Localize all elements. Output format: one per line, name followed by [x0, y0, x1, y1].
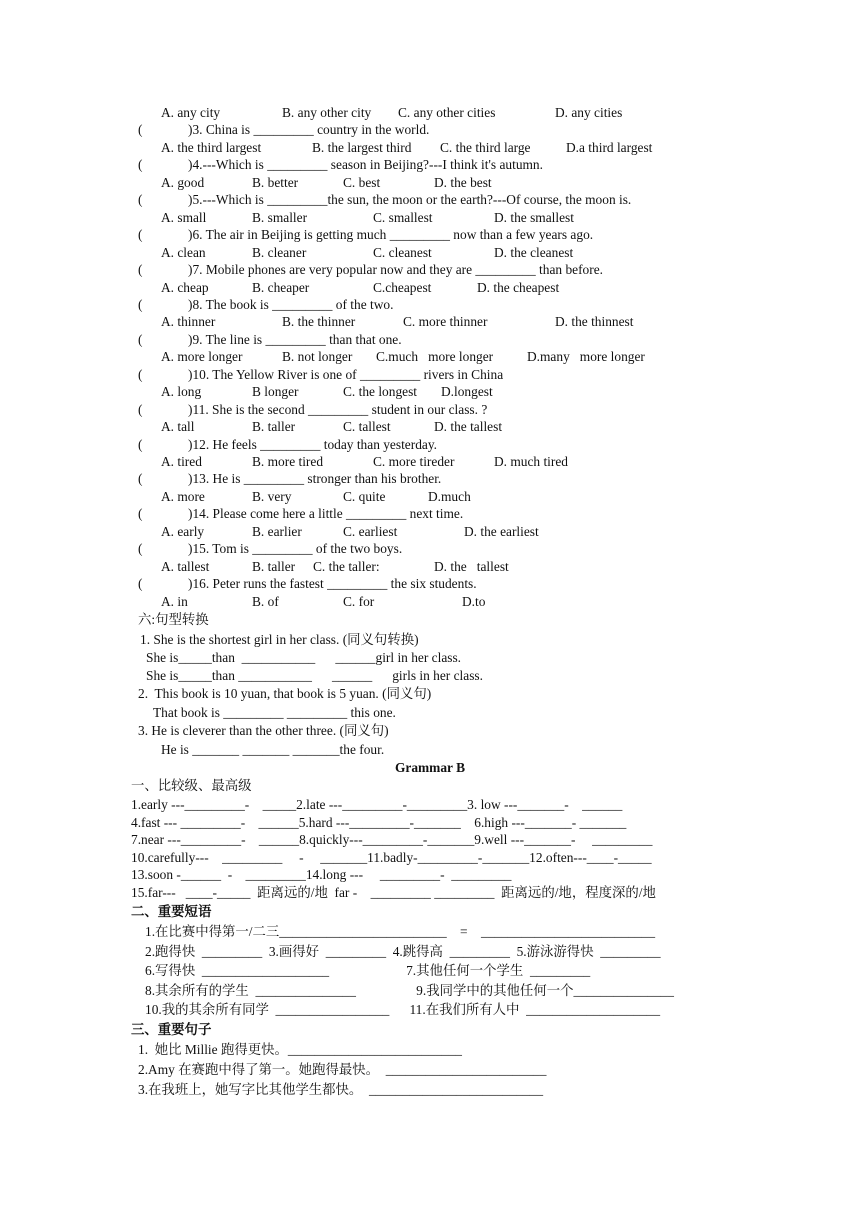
q7-option-c: C.cheapest — [373, 280, 432, 295]
transform-line: 3. He is cleverer than the other three. (同义句) — [138, 723, 389, 738]
q4-option-a: A. good — [161, 175, 205, 190]
q6-option-a: A. clean — [161, 245, 206, 260]
sentence-row: 2.Amy 在赛跑中得了第一。她跑得最快。 ________________________ — [138, 1062, 547, 1077]
q8-option-b: B. the thinner — [282, 314, 356, 329]
q14-option-a: A. early — [161, 524, 205, 539]
transform-line: That book is _________ _________ this one. — [153, 705, 396, 720]
q5-option-a: A. small — [161, 210, 207, 225]
phrase-row: 1.在比赛中得第一/二三_________________________ = __________________________ — [145, 924, 656, 939]
q13-answer-paren: ( — [138, 471, 143, 486]
sentence-row: 1. 她比 Millie 跑得更快。__________________________ — [138, 1042, 462, 1057]
q13-option-d: D.much — [428, 489, 471, 504]
q9-option-b: B. not longer — [282, 349, 353, 364]
q16-option-b: B. of — [252, 594, 279, 609]
q13-option-b: B. very — [252, 489, 292, 504]
q14-question: )14. Please come here a little _________ next time. — [188, 506, 464, 521]
q9-answer-paren: ( — [138, 332, 143, 347]
q11-option-a: A. tall — [161, 419, 195, 434]
section-heading-comparatives: 一、比较级、最高级 — [131, 778, 252, 793]
q15-option-b: B. taller — [252, 559, 296, 574]
phrase-row: 10.我的其余所有同学 _________________ 11.在我们所有人中 ____________________ — [145, 1002, 661, 1017]
q6-answer-paren: ( — [138, 227, 143, 242]
q10-answer-paren: ( — [138, 367, 143, 382]
q5-answer-paren: ( — [138, 192, 143, 207]
section-heading-transform: 六:句型转换 — [138, 612, 209, 627]
q7-answer-paren: ( — [138, 262, 143, 277]
q3-option-a: A. the third largest — [161, 140, 262, 155]
q7-question: )7. Mobile phones are very popular now and they are _________ than before. — [188, 262, 603, 277]
comparative-row: 4.fast --- _________- ______5.hard ---_________-_______ 6.high ---_______- _______ — [131, 815, 627, 830]
q4-option-c: C. best — [343, 175, 381, 190]
q2-option-a: A. any city — [161, 105, 221, 120]
q10-option-b: B longer — [252, 384, 299, 399]
q11-option-c: C. tallest — [343, 419, 391, 434]
q3-option-b: B. the largest third — [312, 140, 412, 155]
q9-option-d: D.many more longer — [527, 349, 645, 364]
q8-option-d: D. the thinnest — [555, 314, 634, 329]
q6-option-d: D. the cleanest — [494, 245, 574, 260]
q6-option-b: B. cleaner — [252, 245, 307, 260]
comparative-row: 1.early ---_________- _____2.late ---_________-_________3. low ---_______- ______ — [131, 797, 623, 812]
q12-option-d: D. much tired — [494, 454, 569, 469]
grammar-title: Grammar B — [394, 760, 466, 775]
transform-line: 1. She is the shortest girl in her class. (同义句转换) — [140, 632, 419, 647]
phrase-row: 6.写得快 ___________________ 7.其他任何一个学生 _________ — [145, 963, 591, 978]
q12-option-a: A. tired — [161, 454, 202, 469]
q9-question: )9. The line is _________ than that one. — [188, 332, 402, 347]
q14-option-c: C. earliest — [343, 524, 398, 539]
q11-option-b: B. taller — [252, 419, 296, 434]
q12-option-c: C. more tireder — [373, 454, 455, 469]
q11-question: )11. She is the second _________ student in our class. ? — [188, 402, 488, 417]
q14-answer-paren: ( — [138, 506, 143, 521]
q13-option-a: A. more — [161, 489, 205, 504]
q10-option-c: C. the longest — [343, 384, 418, 399]
q13-option-c: C. quite — [343, 489, 386, 504]
q15-question: )15. Tom is _________ of the two boys. — [188, 541, 403, 556]
transform-line: She is_____than ___________ ______girl in her class. — [146, 650, 462, 665]
q5-option-b: B. smaller — [252, 210, 308, 225]
q9-option-a: A. more longer — [161, 349, 243, 364]
q7-option-a: A. cheap — [161, 280, 209, 295]
q3-answer-paren: ( — [138, 122, 143, 137]
q4-option-d: D. the best — [434, 175, 492, 190]
q4-question: )4.---Which is _________ season in Beijing?---I think it's autumn. — [188, 157, 543, 172]
q11-option-d: D. the tallest — [434, 419, 503, 434]
q16-option-c: C. for — [343, 594, 375, 609]
q7-option-b: B. cheaper — [252, 280, 310, 295]
q3-option-d: D.a third largest — [566, 140, 653, 155]
section-heading-phrases: 二、重要短语 — [131, 904, 212, 919]
q8-answer-paren: ( — [138, 297, 143, 312]
transform-line: She is_____than ___________ ______ girls in her class. — [146, 668, 483, 683]
section-heading-sentences: 三、重要句子 — [131, 1022, 212, 1037]
q9-option-c: C.much more longer — [376, 349, 494, 364]
q11-answer-paren: ( — [138, 402, 143, 417]
q12-question: )12. He feels _________ today than yesterday. — [188, 437, 438, 452]
phrase-row: 8.其余所有的学生 _______________ 9.我同学中的其他任何一个_______________ — [145, 983, 674, 998]
q6-question: )6. The air in Beijing is getting much _________ now than a few years ago. — [188, 227, 594, 242]
q12-option-b: B. more tired — [252, 454, 324, 469]
q5-option-d: D. the smallest — [494, 210, 574, 225]
q8-option-c: C. more thinner — [403, 314, 488, 329]
q13-question: )13. He is _________ stronger than his brother. — [188, 471, 442, 486]
q2-option-c: C. any other cities — [398, 105, 496, 120]
comparative-row: 7.near ---_________- ______8.quickly---_________-_______9.well ---_______- _________ — [131, 832, 653, 847]
comparative-row: 15.far--- ____-_____ 距离远的/地 far - _________ _________ 距离远的/地，程度深的/地 — [131, 885, 656, 900]
q5-option-c: C. smallest — [373, 210, 433, 225]
q16-option-d: D.to — [462, 594, 486, 609]
q4-option-b: B. better — [252, 175, 299, 190]
q10-question: )10. The Yellow River is one of _________ rivers in China — [188, 367, 504, 382]
q10-option-d: D.longest — [441, 384, 493, 399]
transform-line: 2. This book is 10 yuan, that book is 5 yuan. (同义句) — [138, 686, 432, 701]
phrase-row: 2.跑得快 _________ 3.画得好 _________ 4.跳得高 _________ 5.游泳游得快 _________ — [145, 944, 661, 959]
q3-question: )3. China is _________ country in the world. — [188, 122, 430, 137]
q12-answer-paren: ( — [138, 437, 143, 452]
q10-option-a: A. long — [161, 384, 202, 399]
q7-option-d: D. the cheapest — [477, 280, 560, 295]
q16-option-a: A. in — [161, 594, 188, 609]
q6-option-c: C. cleanest — [373, 245, 432, 260]
q15-option-c: C. the taller: — [313, 559, 380, 574]
comparative-row: 10.carefully--- _________ - _______11.badly-_________-_______12.often---____-_____ — [131, 850, 652, 865]
q8-option-a: A. thinner — [161, 314, 216, 329]
q2-option-d: D. any cities — [555, 105, 623, 120]
q15-option-a: A. tallest — [161, 559, 210, 574]
q2-option-b: B. any other city — [282, 105, 372, 120]
q16-answer-paren: ( — [138, 576, 143, 591]
sentence-row: 3.在我班上，她写字比其他学生都快。 __________________________ — [138, 1082, 544, 1097]
q16-question: )16. Peter runs the fastest _________ the six students. — [188, 576, 477, 591]
comparative-row: 13.soon -______ - _________14.long --- _________- _________ — [131, 867, 512, 882]
q3-option-c: C. the third large — [440, 140, 531, 155]
q14-option-d: D. the earliest — [464, 524, 539, 539]
q15-answer-paren: ( — [138, 541, 143, 556]
q8-question: )8. The book is _________ of the two. — [188, 297, 394, 312]
q4-answer-paren: ( — [138, 157, 143, 172]
q15-option-d: D. the tallest — [434, 559, 509, 574]
transform-line: He is _______ _______ _______the four. — [161, 742, 385, 757]
q5-question: )5.---Which is _________the sun, the moon or the earth?---Of course, the moon is. — [188, 192, 632, 207]
q14-option-b: B. earlier — [252, 524, 302, 539]
